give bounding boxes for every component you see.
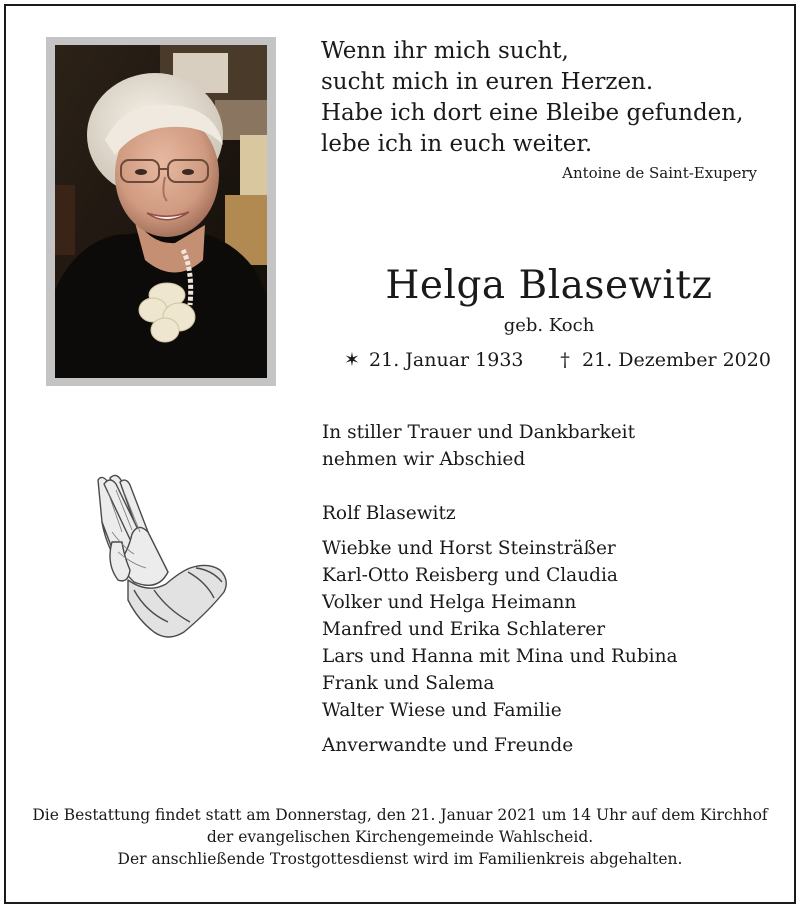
birth-date: 21. Januar 1933 [369,349,524,371]
mourner-name: Manfred und Erika Schlaterer [322,619,606,640]
portrait-photo [55,45,267,378]
mourning-intro [322,419,762,473]
poem-author: Antoine de Saint-Exupery [562,164,757,182]
mourner-name: Frank und Salema [322,673,495,694]
mourner-name: Karl-Otto Reisberg und Claudia [322,565,618,586]
intro-line: In stiller Trauer und Dankbarkeit [322,422,636,443]
funeral-info [14,804,786,870]
mourners-closing: Anverwandte und Freunde [322,735,574,756]
death-cross-icon: † [560,349,570,371]
mourner-name: Wiebke und Horst Steinsträßer [322,538,616,559]
funeral-info-line: der evangelischen Kirchengemeinde Wahlscheid. [206,828,594,846]
life-dates [321,346,777,376]
death-date: 21. Dezember 2020 [582,349,771,371]
birth-name: geb. Koch [503,315,595,336]
poem-line: lebe ich in euch weiter. [321,131,593,157]
mourner-name: Rolf Blasewitz [322,503,456,524]
poem-line: sucht mich in euren Herzen. [321,69,654,95]
birth-date-group [341,346,524,374]
mourner-name: Lars und Hanna mit Mina und Rubina [322,646,678,667]
poem [321,36,781,160]
praying-hands-icon [88,472,234,642]
mourner-name: Walter Wiese und Familie [322,700,562,721]
birth-star-icon: ✶ [344,349,360,371]
death-date-group [554,346,771,374]
poem-line: Habe ich dort eine Bleibe gefunden, [321,100,744,126]
mourners-list [322,501,762,759]
poem-line: Wenn ihr mich sucht, [321,38,569,64]
intro-line: nehmen wir Abschied [322,449,526,470]
mourner-name: Volker und Helga Heimann [322,592,577,613]
deceased-name: Helga Blasewitz [385,263,713,308]
funeral-info-line: Die Bestattung findet statt am Donnerstag, den 21. Januar 2021 um 14 Uhr auf dem Kirchhof [32,806,768,824]
funeral-info-line: Der anschließende Trostgottesdienst wird im Familienkreis abgehalten. [117,850,683,868]
